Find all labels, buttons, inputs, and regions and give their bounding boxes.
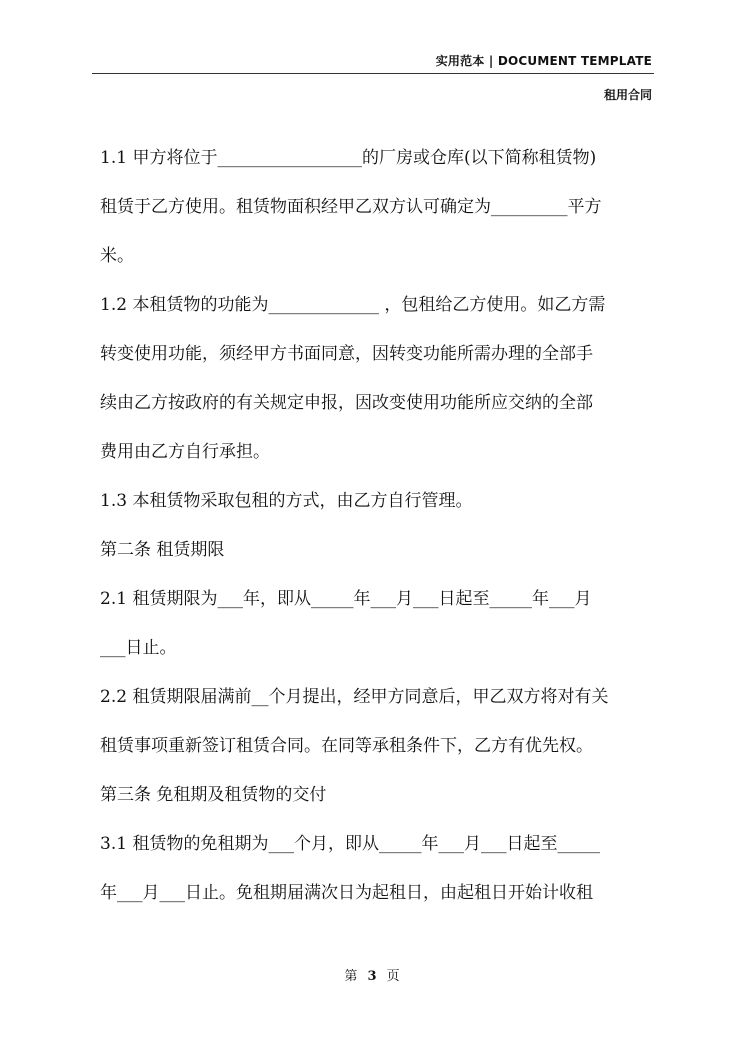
text-line: ___日止。 <box>100 638 177 658</box>
header-divider <box>92 73 654 74</box>
footer-suffix: 页 <box>386 969 400 984</box>
header-title: 实用范本 | DOCUMENT TEMPLATE <box>435 54 652 68</box>
document-body <box>100 134 660 918</box>
text-line: 租赁事项重新签订租赁合同。在同等承租条件下，乙方有优先权。 <box>100 736 593 756</box>
page-number: 3 <box>367 969 377 984</box>
page-footer <box>0 965 744 984</box>
text-line: 2.1 租赁期限为___年，即从_____年___月___日起至_____年___月 <box>100 589 592 609</box>
text-line: 1.2 本租赁物的功能为_____________ ，包租给乙方使用。如乙方需 <box>100 295 606 315</box>
section-heading: 第二条 租赁期限 <box>100 540 225 560</box>
text-line: 费用由乙方自行承担。 <box>100 442 270 462</box>
text-line: 年___月___日止。免租期届满次日为起租日，由起租日开始计收租 <box>100 883 593 903</box>
text-line: 转变使用功能，须经甲方书面同意，因转变功能所需办理的全部手 <box>100 344 593 364</box>
text-line: 3.1 租赁物的免租期为___个月，即从_____年___月___日起至_____ <box>100 834 600 854</box>
footer-prefix: 第 <box>344 969 358 984</box>
section-heading: 第三条 免租期及租赁物的交付 <box>100 785 327 805</box>
text-line: 1.3 本租赁物采取包租的方式，由乙方自行管理。 <box>100 491 473 511</box>
text-line: 续由乙方按政府的有关规定申报，因改变使用功能所应交纳的全部 <box>100 393 593 413</box>
text-line: 米。 <box>100 246 134 266</box>
text-line: 租赁于乙方使用。租赁物面积经甲乙双方认可确定为_________平方 <box>100 197 602 217</box>
text-line: 1.1 甲方将位于_________________的厂房或仓库(以下简称租赁物) <box>100 148 597 168</box>
text-line: 2.2 租赁期限届满前__个月提出，经甲方同意后，甲乙双方将对有关 <box>100 687 609 707</box>
header-subtitle: 租用合同 <box>603 88 652 102</box>
